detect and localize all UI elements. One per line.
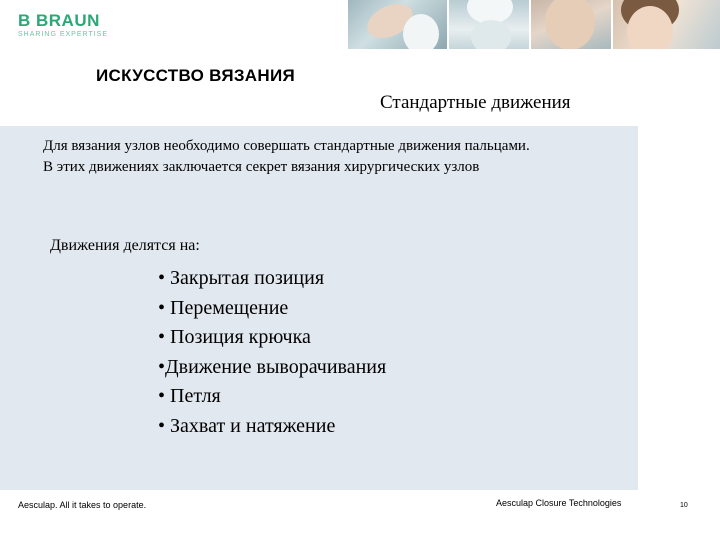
intro-line: Для вязания узлов необходимо совершать стандартные движения пальцами.: [43, 138, 530, 154]
b-braun-logo: [18, 12, 108, 38]
page-number: 10: [680, 502, 688, 509]
footer-company: Aesculap Closure Technologies: [496, 498, 622, 508]
header-photo-strip: [348, 0, 720, 49]
header-photo-woman: [531, 0, 611, 49]
slide-title: ИСКУССТВО ВЯЗАНИЯ: [96, 66, 295, 85]
divides-label: Движения делятся на:: [50, 237, 200, 254]
header-photo-nurse: [613, 0, 720, 49]
list-item: • Захват и натяжение: [158, 414, 336, 437]
header-photo-hands: [348, 0, 447, 49]
list-item: • Перемещение: [158, 296, 289, 319]
intro-line: В этих движениях заключается секрет вязания хирургических узлов: [43, 159, 480, 175]
movement-list: [158, 264, 386, 441]
list-item: •Движение выворачивания: [158, 355, 387, 378]
list-item: • Закрытая позиция: [158, 267, 325, 289]
slide-subtitle: Стандартные движения: [380, 92, 571, 113]
footer-slogan: Aesculap. All it takes to operate.: [18, 500, 147, 510]
header-photo-surgeon: [449, 0, 529, 49]
logo-text: B BRAUN: [18, 11, 100, 30]
list-item: • Позиция крючка: [158, 326, 311, 348]
logo-tagline: SHARING EXPERTISE: [18, 31, 109, 38]
intro-text: [43, 136, 643, 178]
list-item: • Петля: [158, 385, 221, 407]
